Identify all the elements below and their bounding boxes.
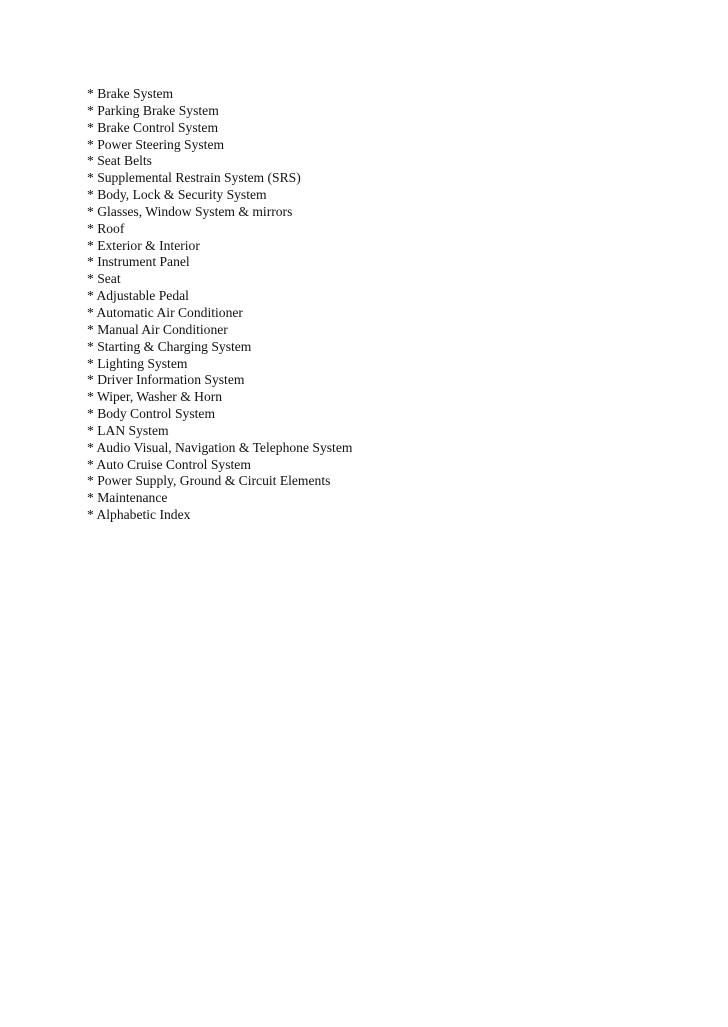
list-item: * Power Supply, Ground & Circuit Elements <box>87 473 331 489</box>
list-item: * Roof <box>87 220 125 236</box>
list-item: * Seat <box>87 271 121 287</box>
list-item: * Brake System <box>87 86 174 101</box>
list-item: * Auto Cruise Control System <box>87 456 251 472</box>
list-item: * Brake Control System <box>87 119 219 135</box>
list-item: * Wiper, Washer & Horn <box>87 389 223 405</box>
list-item: * Maintenance <box>87 490 168 506</box>
section-list <box>87 86 352 524</box>
list-item: * Body Control System <box>87 406 216 422</box>
list-item: * Audio Visual, Navigation & Telephone System <box>87 439 353 455</box>
list-item: * Glasses, Window System & mirrors <box>87 203 293 219</box>
list-item: * Instrument Panel <box>87 254 190 270</box>
list-item: * LAN System <box>87 422 169 438</box>
list-item: * Body, Lock & Security System <box>87 187 267 203</box>
list-item: * Seat Belts <box>87 153 152 169</box>
list-item: * Lighting System <box>87 355 188 371</box>
list-item: * Power Steering System <box>87 136 225 152</box>
list-item: * Exterior & Interior <box>87 237 200 253</box>
list-item: * Parking Brake System <box>87 102 219 118</box>
list-item: * Supplemental Restrain System (SRS) <box>87 170 301 186</box>
list-item: * Manual Air Conditioner <box>87 321 228 337</box>
list-item: * Alphabetic Index <box>87 507 191 523</box>
list-item: * Adjustable Pedal <box>87 288 189 304</box>
list-item: * Starting & Charging System <box>87 338 252 354</box>
list-item: * Driver Information System <box>87 372 245 388</box>
list-item: * Automatic Air Conditioner <box>87 304 243 320</box>
